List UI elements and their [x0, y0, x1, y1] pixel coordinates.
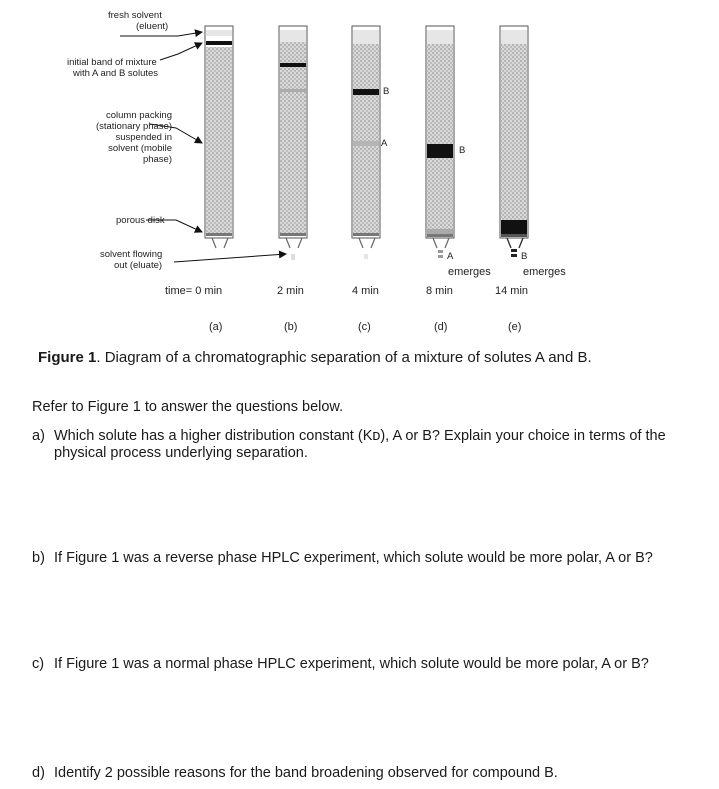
band-label-line1: initial band of mixture: [67, 57, 157, 68]
question-c-label: c): [32, 656, 45, 672]
eluate-label-line2: out (eluate): [114, 260, 163, 271]
emerges-label-a: emerges: [448, 266, 491, 278]
question-d: [32, 765, 716, 782]
eluate-label: [100, 249, 162, 271]
panel-e: (e): [508, 321, 522, 333]
band-a: [427, 229, 453, 234]
eluent-label-line2: (eluent): [136, 21, 169, 32]
packing-label-line5: phase): [142, 154, 172, 165]
packing-label-line1: column packing: [105, 110, 172, 121]
time-a: time= 0 min: [165, 285, 223, 297]
question-a-label: a): [32, 428, 45, 444]
band-label: [67, 57, 158, 79]
figure-caption-bold: Figure 1: [38, 349, 97, 366]
column-c: [352, 26, 380, 259]
figure-caption: [38, 349, 592, 366]
question-a-line1: Which solute has a higher distribution constant (Kᴅ), A or B? Explain your choice in terms of the: [54, 428, 666, 444]
eluent-label: [108, 10, 168, 32]
panel-c: (c): [358, 321, 371, 333]
time-e: 14 min: [495, 285, 529, 297]
question-b-label: b): [32, 550, 45, 566]
time-d: 8 min: [426, 285, 453, 297]
emerges-label-b: emerges: [523, 266, 566, 278]
column-a: [205, 26, 233, 248]
panel-d: (d): [434, 321, 448, 333]
question-b: [32, 550, 716, 567]
eluent-label-line1: fresh solvent: [108, 10, 162, 21]
panel-b: (b): [284, 321, 298, 333]
band-a: [353, 141, 379, 146]
question-c: [32, 656, 716, 673]
packing-label-line2: (stationary phase): [95, 121, 172, 132]
eluate-label-line1: solvent flowing: [100, 249, 163, 260]
question-c-line1: If Figure 1 was a normal phase HPLC experiment, which solute would be more polar, A or B?: [54, 656, 649, 672]
question-a: [32, 428, 716, 462]
time-c: 4 min: [352, 285, 379, 297]
figure-caption-text: . Diagram of a chromatographic separation of a mixture of solutes A and B.: [96, 349, 592, 366]
question-a-line2: physical process underlying separation.: [54, 445, 308, 461]
band-b: [353, 89, 379, 95]
band-label-line2: with A and B solutes: [73, 68, 159, 79]
packing-label-line4: solvent (mobile: [108, 143, 172, 154]
question-d-label: d): [32, 765, 45, 781]
time-b: 2 min: [277, 285, 304, 297]
column-c-label-a: A: [381, 138, 388, 149]
column-e: [500, 26, 528, 257]
panel-a: (a): [209, 321, 223, 333]
column-e-label-b: B: [521, 251, 528, 262]
band-b: [427, 144, 453, 158]
column-b: [279, 26, 307, 260]
intro-text: Refer to Figure 1 to answer the questions below.: [32, 399, 344, 415]
question-d-line1: Identify 2 possible reasons for the band broadening observed for compound B.: [54, 765, 558, 781]
band-b: [280, 63, 306, 67]
column-d-label-a: A: [447, 251, 454, 262]
column-d: [426, 26, 454, 258]
band-mixture: [206, 41, 232, 45]
column-d-label-b: B: [459, 145, 466, 156]
disk-label: porous disk: [116, 215, 165, 226]
column-c-label-b: B: [383, 86, 390, 97]
packing-label-line3: suspended in: [115, 132, 172, 143]
packing-label: [82, 110, 172, 165]
band-b: [501, 220, 527, 234]
question-b-line1: If Figure 1 was a reverse phase HPLC experiment, which solute would be more polar, A or B?: [54, 550, 653, 566]
band-a: [280, 89, 306, 92]
